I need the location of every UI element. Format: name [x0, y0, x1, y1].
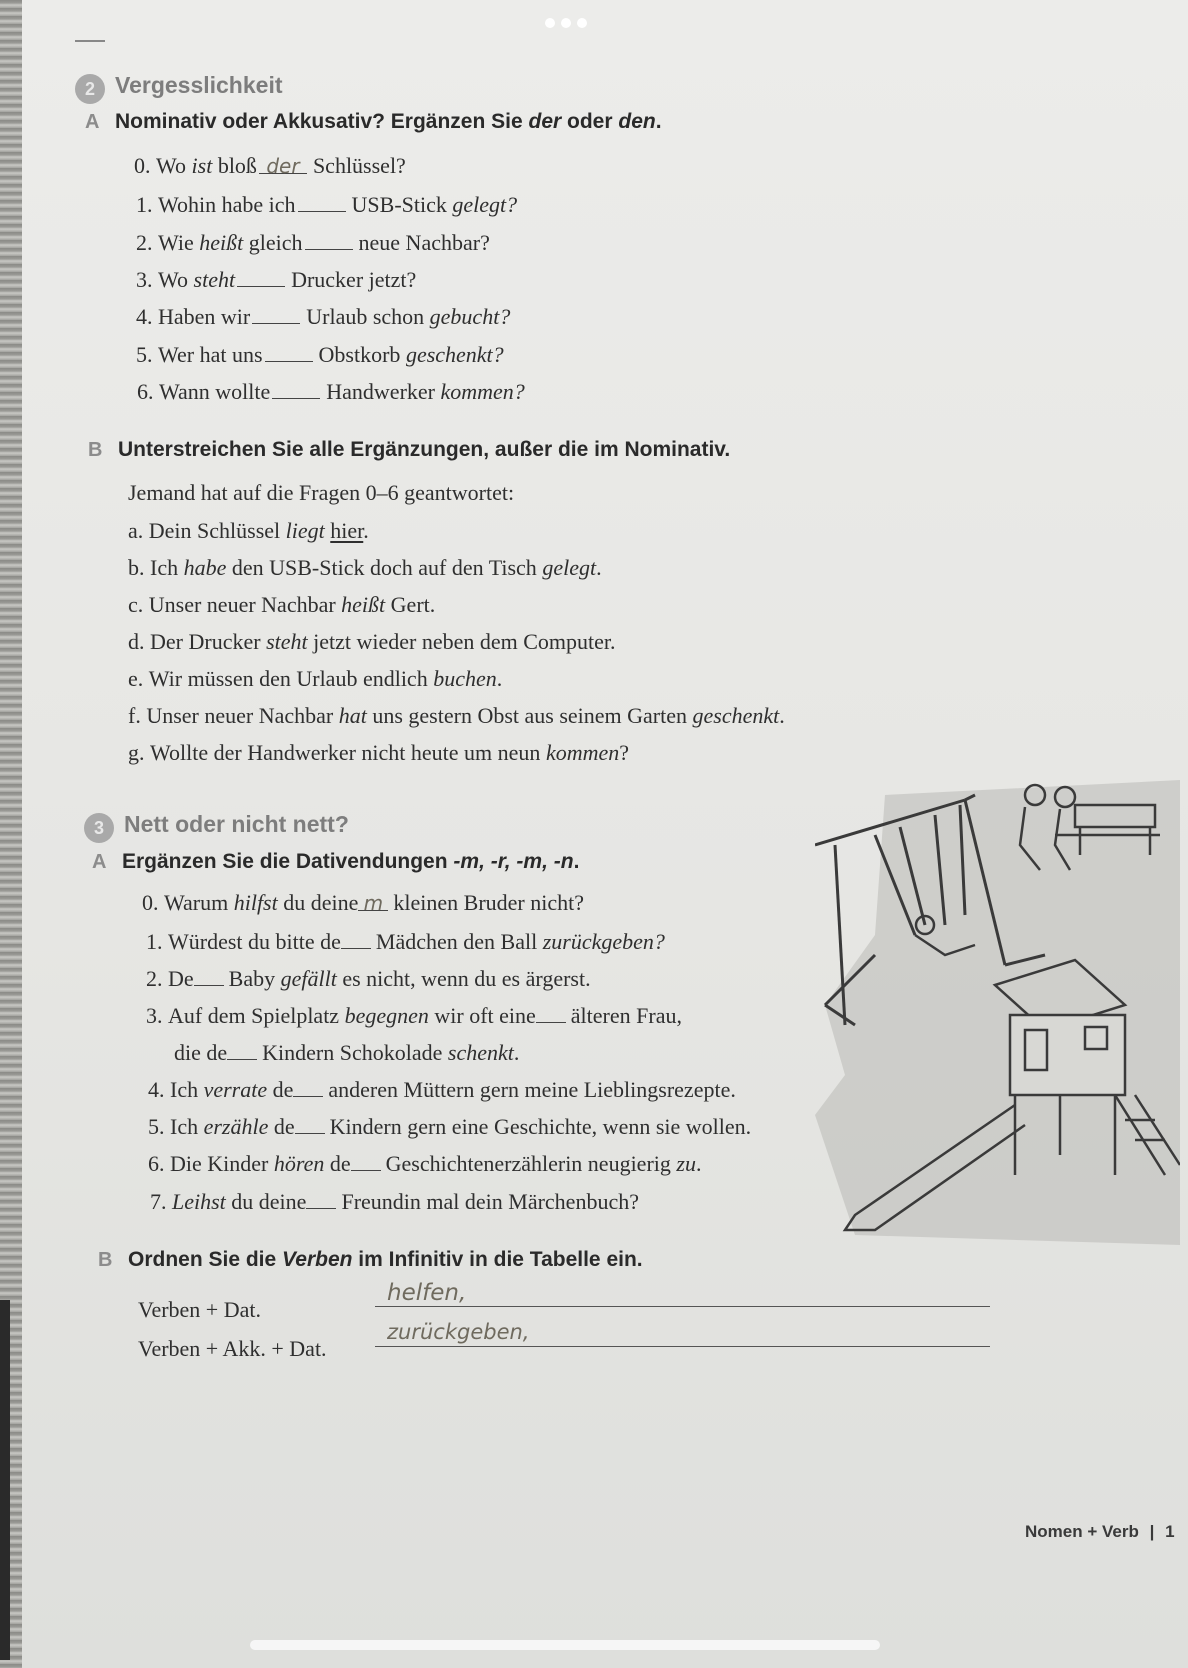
text: uns gestern Obst aus seinem Garten: [366, 703, 693, 728]
item-number: 2.: [146, 966, 163, 991]
exercise-3a-item-2: [146, 965, 591, 992]
table-answer-field[interactable]: [375, 1320, 990, 1347]
text: ?: [619, 740, 630, 765]
text: Wo: [156, 153, 192, 178]
text: Mädchen den Ball: [375, 929, 543, 954]
item-number: 4.: [136, 304, 153, 329]
verb: gebucht?: [429, 304, 511, 329]
section-title: Nett oder nicht nett?: [124, 811, 349, 837]
text: du deine: [225, 1189, 307, 1214]
part-a-instruction: [85, 110, 662, 134]
text: Die Kinder: [170, 1151, 274, 1176]
exercise-2a-item-5: [136, 341, 504, 368]
item-number: 6.: [137, 379, 154, 404]
text: Wie: [158, 230, 200, 255]
footer-separator: |: [1149, 1522, 1155, 1541]
item-number: 0.: [134, 153, 151, 178]
text: Geschichtenerzählerin neugierig: [385, 1151, 677, 1176]
text: es nicht, wenn du es ärgerst.: [336, 966, 591, 991]
section-number-badge: 3: [84, 813, 114, 843]
text: Unser neuer Nachbar: [146, 703, 339, 728]
answer-line-d: [128, 629, 616, 655]
verb: habe: [183, 555, 227, 580]
text: Wer hat uns: [158, 342, 263, 367]
part-letter: B: [88, 439, 103, 461]
verb: begegnen: [344, 1003, 429, 1028]
section-title: Vergesslichkeit: [115, 72, 283, 98]
text: Baby: [228, 966, 281, 991]
verb: steht: [193, 267, 236, 292]
text: Freundin mal dein Märchenbuch?: [341, 1189, 639, 1214]
answer-blank[interactable]: [272, 378, 320, 399]
part-letter: B: [98, 1249, 113, 1271]
answer-blank[interactable]: [358, 890, 388, 915]
text: .: [496, 666, 503, 691]
top-divider: [75, 40, 105, 42]
exercise-2a-item-4: [136, 303, 510, 330]
text: gleich: [243, 230, 303, 255]
item-number: 5.: [148, 1114, 165, 1139]
exercise-3a-item-6: [148, 1150, 701, 1177]
text: anderen Müttern gern meine Lieblingsrezepte.: [328, 1077, 736, 1102]
verb: heißt: [199, 230, 244, 255]
answer-blank[interactable]: [298, 191, 346, 212]
instruction-text: Unterstreichen Sie alle Ergänzungen, außer die im Nominativ.: [118, 438, 731, 461]
more-options-dots-icon[interactable]: [545, 18, 589, 30]
answer-blank[interactable]: [351, 1150, 381, 1171]
exercise-2a-item-3: [136, 266, 416, 293]
answer-blank[interactable]: [227, 1039, 257, 1060]
text: Ich: [170, 1114, 204, 1139]
page-number: 1: [1165, 1522, 1175, 1541]
text: De: [168, 966, 194, 991]
text: Kindern gern eine Geschichte, wenn sie wollen.: [329, 1114, 752, 1139]
answer-blank[interactable]: [237, 266, 285, 287]
instruction-text: .: [655, 110, 662, 133]
page-edge-dark: [0, 1300, 10, 1660]
item-number: 1.: [136, 192, 153, 217]
instruction-endings: -m, -r, -m, -n: [453, 850, 574, 873]
exercise-3a-item-3-continued: [174, 1039, 519, 1066]
text: Kindern Schokolade: [262, 1040, 448, 1065]
instruction-text: Ergänzen Sie die Dativendungen: [122, 850, 454, 873]
text: de: [268, 1114, 295, 1139]
verb: geschenkt?: [405, 342, 504, 367]
answer-line-e: [128, 666, 502, 692]
verb: hilfst: [233, 890, 278, 915]
verb: verrate: [203, 1077, 268, 1102]
text: Wohin habe ich: [158, 192, 296, 217]
table-answer-field[interactable]: [375, 1280, 990, 1307]
answer-blank[interactable]: [194, 965, 224, 986]
text: USB-Stick: [351, 192, 453, 217]
answer-blank[interactable]: [341, 928, 371, 949]
text: Haben wir: [158, 304, 251, 329]
item-number: 2.: [136, 230, 153, 255]
verb: gelegt: [542, 555, 597, 580]
item-letter: b.: [128, 555, 145, 580]
text: bloß: [212, 153, 257, 178]
exercise-3a-item-1: [146, 928, 665, 955]
exercise-3a-item-3: [146, 1002, 682, 1029]
verb: zurückgeben?: [542, 929, 665, 954]
text: Wo: [158, 267, 194, 292]
footer-chapter: Nomen + Verb: [1025, 1522, 1139, 1541]
text: Ich: [170, 1077, 204, 1102]
instruction-text: Ordnen Sie die: [128, 1248, 283, 1271]
table-row-label: Verben + Akk. + Dat.: [138, 1336, 327, 1361]
verb: kommen?: [440, 379, 525, 404]
text: .: [695, 1151, 702, 1176]
item-number: 4.: [148, 1077, 165, 1102]
item-letter: c.: [128, 592, 144, 617]
item-letter: a.: [128, 518, 144, 543]
verb: buchen: [433, 666, 497, 691]
text: jetzt wieder neben dem Computer.: [307, 629, 616, 654]
text: de: [267, 1077, 294, 1102]
text: Handwerker: [326, 379, 441, 404]
answer-line-b: [128, 555, 602, 581]
item-letter: e.: [128, 666, 144, 691]
answer-blank[interactable]: [306, 1188, 336, 1209]
answer-blank[interactable]: [305, 229, 353, 250]
answer-blank[interactable]: [293, 1076, 323, 1097]
section-3-heading: [84, 811, 349, 843]
instruction-text: .: [573, 850, 580, 873]
verb: liegt: [285, 518, 325, 543]
text: wir oft eine: [428, 1003, 536, 1028]
item-number: 1.: [146, 929, 163, 954]
section-number-badge: 2: [75, 74, 105, 104]
instruction-text: oder: [561, 110, 619, 133]
text: kleinen Bruder nicht?: [393, 890, 584, 915]
instruction-den: den: [618, 110, 656, 133]
text: neue Nachbar?: [358, 230, 490, 255]
page-footer: [1025, 1522, 1175, 1542]
text: Ich: [150, 555, 184, 580]
item-letter: f.: [128, 703, 141, 728]
text: de: [324, 1151, 351, 1176]
text: du deine: [277, 890, 359, 915]
verb: gefällt: [280, 966, 337, 991]
handwritten-answer: m: [363, 891, 384, 915]
verb: ist: [191, 153, 213, 178]
exercise-2a-item-6: [137, 378, 525, 405]
text: Urlaub schon: [306, 304, 430, 329]
verb: schenkt: [447, 1040, 514, 1065]
answer-line-c: [128, 592, 435, 618]
handwritten-answer: helfen,: [387, 1280, 467, 1306]
text: älteren Frau,: [570, 1003, 682, 1028]
verb: gelegt?: [452, 192, 518, 217]
text: den USB-Stick doch auf den Tisch: [226, 555, 543, 580]
text: Schlüssel?: [312, 153, 406, 178]
item-number: 3.: [136, 267, 153, 292]
item-number: 0.: [142, 890, 159, 915]
text: .: [363, 518, 369, 543]
answer-line-g: [128, 740, 629, 766]
answer-blank[interactable]: [259, 153, 307, 178]
answer-blank[interactable]: [265, 341, 313, 362]
text: die de: [174, 1040, 228, 1065]
instruction-text: im Infinitiv in die Tabelle ein.: [352, 1248, 643, 1271]
instruction-verben: Verben: [282, 1248, 353, 1271]
answer-blank[interactable]: [536, 1002, 566, 1023]
text: Der Drucker: [150, 629, 267, 654]
part-letter: A: [85, 111, 100, 133]
part-b-instruction: [98, 1248, 643, 1272]
text: Obstkorb: [318, 342, 406, 367]
verb: zu: [676, 1151, 696, 1176]
exercise-3a-item-0: [142, 890, 584, 916]
exercise-2a-item-2: [136, 229, 490, 256]
text: Unser neuer Nachbar: [148, 592, 342, 617]
part-letter: A: [92, 851, 107, 873]
verb: geschenkt: [692, 703, 780, 728]
instruction-der: der: [528, 110, 562, 133]
verb: erzähle: [203, 1114, 269, 1139]
exercise-3a-item-4: [148, 1076, 736, 1103]
exercise-2b-intro: Jemand hat auf die Fragen 0–6 geantwortet:: [128, 480, 515, 505]
item-number: 7.: [150, 1189, 167, 1214]
verb: hat: [338, 703, 367, 728]
text: Warum: [164, 890, 234, 915]
text: Würdest du bitte de: [168, 929, 341, 954]
item-number: 3.: [146, 1003, 163, 1028]
part-b-instruction: [88, 438, 730, 462]
verb: Leihst: [172, 1189, 226, 1214]
answer-blank[interactable]: [295, 1113, 325, 1134]
table-row-label: Verben + Dat.: [138, 1297, 261, 1322]
playground-illustration: [815, 775, 1180, 1245]
answer-line-a: [128, 518, 369, 544]
handwritten-answer: der: [266, 154, 300, 178]
text: .: [779, 703, 785, 728]
exercise-3a-item-5: [148, 1113, 751, 1140]
answer-line-f: [128, 703, 785, 729]
text: Wollte der Handwerker nicht heute um neun: [150, 740, 546, 765]
verb: steht: [266, 629, 308, 654]
verb: heißt: [341, 592, 386, 617]
exercise-2a-item-1: [136, 191, 517, 218]
text: Auf dem Spielplatz: [168, 1003, 345, 1028]
text: Drucker jetzt?: [291, 267, 417, 292]
verb: kommen: [545, 740, 620, 765]
text: Wann wollte: [159, 379, 271, 404]
exercise-3a-item-7: [150, 1188, 639, 1215]
item-number: 5.: [136, 342, 153, 367]
item-letter: g.: [128, 740, 145, 765]
instruction-text: Nominativ oder Akkusativ? Ergänzen Sie: [115, 110, 529, 133]
text: .: [513, 1040, 520, 1065]
handwritten-answer: zurückgeben,: [387, 1320, 530, 1344]
text: Wir müssen den Urlaub endlich: [148, 666, 434, 691]
exercise-2a-item-0: [134, 153, 406, 179]
text: Dein Schlüssel: [148, 518, 286, 543]
underlined-complement: hier: [330, 518, 364, 543]
answer-blank[interactable]: [252, 303, 300, 324]
text: Gert.: [385, 592, 436, 617]
verb: hören: [273, 1151, 325, 1176]
item-number: 6.: [148, 1151, 165, 1176]
item-letter: d.: [128, 629, 145, 654]
text: .: [596, 555, 602, 580]
home-indicator-bar[interactable]: [250, 1640, 880, 1650]
part-a-instruction: [92, 850, 579, 874]
section-2-heading: [75, 72, 283, 104]
